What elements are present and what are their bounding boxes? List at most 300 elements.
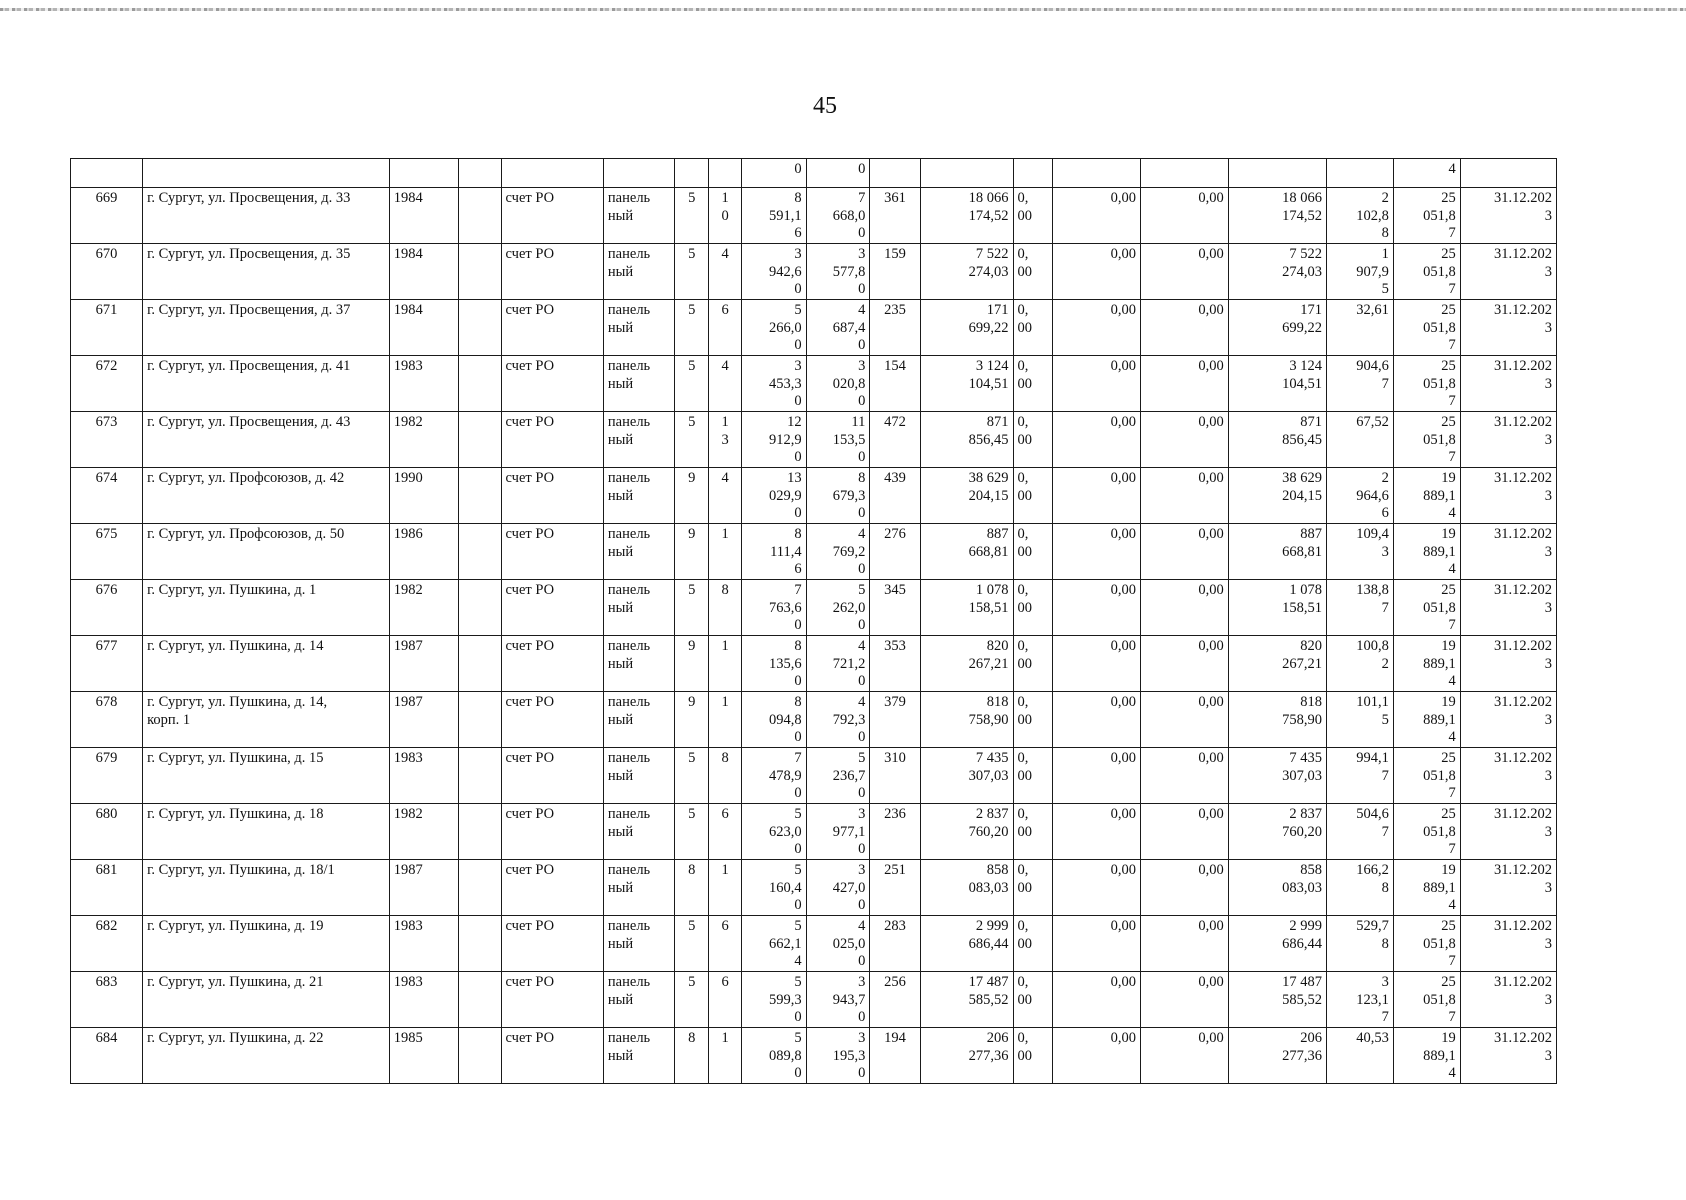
area-living: 4 792,3 0 xyxy=(806,692,870,748)
resident-count: 251 xyxy=(870,860,920,916)
cost-col-4: 871 856,45 xyxy=(1228,412,1326,468)
cost-total: 18 066 174,52 xyxy=(920,188,1013,244)
resident-count: 310 xyxy=(870,748,920,804)
cost-per-m2: 109,4 3 xyxy=(1326,524,1393,580)
address: г. Сургут, ул. Пушкина, д. 15 xyxy=(143,748,390,804)
table-row xyxy=(71,860,1557,916)
cost-total: 858 083,03 xyxy=(920,860,1013,916)
fund-type: счет РО xyxy=(501,636,603,692)
area-total: 3 942,6 0 xyxy=(741,244,806,300)
year-built: 1985 xyxy=(389,1028,458,1084)
address: г. Сургут, ул. Профсоюзов, д. 42 xyxy=(143,468,390,524)
resident-count: 472 xyxy=(870,412,920,468)
cost-col-2: 0,00 xyxy=(1053,356,1141,412)
cost-limit: 25 051,8 7 xyxy=(1393,580,1460,636)
registry-body xyxy=(71,159,1557,1084)
continuation-cost-col-3 xyxy=(1140,159,1228,188)
area-living: 3 943,7 0 xyxy=(806,972,870,1028)
deadline: 31.12.202 3 xyxy=(1460,692,1556,748)
cost-col-1: 0, 00 xyxy=(1013,972,1053,1028)
year-built: 1987 xyxy=(389,692,458,748)
row-number: 669 xyxy=(71,188,143,244)
wall-material: панель ный xyxy=(603,972,674,1028)
address: г. Сургут, ул. Пушкина, д. 1 xyxy=(143,580,390,636)
blank-cell xyxy=(458,748,501,804)
blank-cell xyxy=(458,1028,501,1084)
floor-count: 5 xyxy=(674,748,708,804)
row-number: 674 xyxy=(71,468,143,524)
year-built: 1987 xyxy=(389,860,458,916)
fund-type: счет РО xyxy=(501,692,603,748)
entrance-count: 4 xyxy=(709,244,741,300)
blank-cell xyxy=(458,412,501,468)
blank-cell xyxy=(458,580,501,636)
resident-count: 194 xyxy=(870,1028,920,1084)
cost-col-3: 0,00 xyxy=(1140,580,1228,636)
cost-col-4: 858 083,03 xyxy=(1228,860,1326,916)
floor-count: 9 xyxy=(674,524,708,580)
floor-count: 5 xyxy=(674,580,708,636)
continuation-area-total: 0 xyxy=(741,159,806,188)
cost-per-m2: 529,7 8 xyxy=(1326,916,1393,972)
cost-limit: 25 051,8 7 xyxy=(1393,356,1460,412)
table-row xyxy=(71,748,1557,804)
resident-count: 361 xyxy=(870,188,920,244)
deadline: 31.12.202 3 xyxy=(1460,860,1556,916)
cost-col-3: 0,00 xyxy=(1140,356,1228,412)
entrance-count: 4 xyxy=(709,468,741,524)
cost-per-m2: 994,1 7 xyxy=(1326,748,1393,804)
cost-total: 206 277,36 xyxy=(920,1028,1013,1084)
cost-total: 7 522 274,03 xyxy=(920,244,1013,300)
entrance-count: 6 xyxy=(709,804,741,860)
deadline: 31.12.202 3 xyxy=(1460,916,1556,972)
year-built: 1983 xyxy=(389,916,458,972)
table-row xyxy=(71,804,1557,860)
entrance-count: 1 xyxy=(709,1028,741,1084)
resident-count: 154 xyxy=(870,356,920,412)
cost-total: 818 758,90 xyxy=(920,692,1013,748)
row-number: 670 xyxy=(71,244,143,300)
cost-total: 17 487 585,52 xyxy=(920,972,1013,1028)
deadline: 31.12.202 3 xyxy=(1460,580,1556,636)
entrance-count: 1 3 xyxy=(709,412,741,468)
floor-count: 5 xyxy=(674,916,708,972)
cost-col-1: 0, 00 xyxy=(1013,524,1053,580)
floor-count: 5 xyxy=(674,412,708,468)
deadline: 31.12.202 3 xyxy=(1460,748,1556,804)
deadline: 31.12.202 3 xyxy=(1460,356,1556,412)
resident-count: 379 xyxy=(870,692,920,748)
cost-limit: 25 051,8 7 xyxy=(1393,916,1460,972)
wall-material: панель ный xyxy=(603,468,674,524)
cost-per-m2: 2 964,6 6 xyxy=(1326,468,1393,524)
continuation-resident-count xyxy=(870,159,920,188)
deadline: 31.12.202 3 xyxy=(1460,244,1556,300)
fund-type: счет РО xyxy=(501,412,603,468)
cost-col-1: 0, 00 xyxy=(1013,412,1053,468)
resident-count: 283 xyxy=(870,916,920,972)
cost-per-m2: 100,8 2 xyxy=(1326,636,1393,692)
scan-edge-noise xyxy=(0,8,1686,11)
cost-limit: 19 889,1 4 xyxy=(1393,468,1460,524)
cost-col-3: 0,00 xyxy=(1140,692,1228,748)
cost-total: 1 078 158,51 xyxy=(920,580,1013,636)
table-row xyxy=(71,524,1557,580)
area-total: 8 591,1 6 xyxy=(741,188,806,244)
deadline: 31.12.202 3 xyxy=(1460,468,1556,524)
continuation-row-number xyxy=(71,159,143,188)
floor-count: 5 xyxy=(674,244,708,300)
blank-cell xyxy=(458,916,501,972)
cost-per-m2: 2 102,8 8 xyxy=(1326,188,1393,244)
cost-col-4: 17 487 585,52 xyxy=(1228,972,1326,1028)
entrance-count: 8 xyxy=(709,748,741,804)
row-number: 677 xyxy=(71,636,143,692)
area-living: 3 195,3 0 xyxy=(806,1028,870,1084)
floor-count: 9 xyxy=(674,636,708,692)
entrance-count: 1 xyxy=(709,524,741,580)
wall-material: панель ный xyxy=(603,188,674,244)
wall-material: панель ный xyxy=(603,300,674,356)
cost-col-2: 0,00 xyxy=(1053,860,1141,916)
cost-col-1: 0, 00 xyxy=(1013,804,1053,860)
deadline: 31.12.202 3 xyxy=(1460,188,1556,244)
cost-per-m2: 101,1 5 xyxy=(1326,692,1393,748)
cost-col-4: 171 699,22 xyxy=(1228,300,1326,356)
fund-type: счет РО xyxy=(501,468,603,524)
cost-col-1: 0, 00 xyxy=(1013,356,1053,412)
page-number: 45 xyxy=(813,93,837,119)
cost-col-1: 0, 00 xyxy=(1013,468,1053,524)
resident-count: 159 xyxy=(870,244,920,300)
table-row xyxy=(71,188,1557,244)
area-living: 3 977,1 0 xyxy=(806,804,870,860)
cost-col-4: 887 668,81 xyxy=(1228,524,1326,580)
deadline: 31.12.202 3 xyxy=(1460,412,1556,468)
cost-per-m2: 1 907,9 5 xyxy=(1326,244,1393,300)
wall-material: панель ный xyxy=(603,804,674,860)
deadline: 31.12.202 3 xyxy=(1460,804,1556,860)
area-total: 5 160,4 0 xyxy=(741,860,806,916)
table-row xyxy=(71,244,1557,300)
fund-type: счет РО xyxy=(501,916,603,972)
row-number: 679 xyxy=(71,748,143,804)
cost-per-m2: 40,53 xyxy=(1326,1028,1393,1084)
address: г. Сургут, ул. Просвещения, д. 35 xyxy=(143,244,390,300)
blank-cell xyxy=(458,692,501,748)
cost-col-1: 0, 00 xyxy=(1013,860,1053,916)
table-row xyxy=(71,300,1557,356)
fund-type: счет РО xyxy=(501,972,603,1028)
year-built: 1982 xyxy=(389,412,458,468)
cost-total: 2 999 686,44 xyxy=(920,916,1013,972)
area-living: 8 679,3 0 xyxy=(806,468,870,524)
fund-type: счет РО xyxy=(501,1028,603,1084)
year-built: 1990 xyxy=(389,468,458,524)
floor-count: 9 xyxy=(674,468,708,524)
cost-total: 38 629 204,15 xyxy=(920,468,1013,524)
fund-type: счет РО xyxy=(501,860,603,916)
entrance-count: 6 xyxy=(709,972,741,1028)
wall-material: панель ный xyxy=(603,412,674,468)
area-total: 8 111,4 6 xyxy=(741,524,806,580)
floor-count: 5 xyxy=(674,804,708,860)
cost-col-4: 2 999 686,44 xyxy=(1228,916,1326,972)
area-living: 4 769,2 0 xyxy=(806,524,870,580)
year-built: 1983 xyxy=(389,972,458,1028)
cost-limit: 19 889,1 4 xyxy=(1393,636,1460,692)
fund-type: счет РО xyxy=(501,580,603,636)
continuation-address xyxy=(143,159,390,188)
cost-col-1: 0, 00 xyxy=(1013,1028,1053,1084)
cost-col-4: 7 522 274,03 xyxy=(1228,244,1326,300)
cost-col-2: 0,00 xyxy=(1053,188,1141,244)
wall-material: панель ный xyxy=(603,1028,674,1084)
row-number: 681 xyxy=(71,860,143,916)
area-total: 8 094,8 0 xyxy=(741,692,806,748)
cost-limit: 25 051,8 7 xyxy=(1393,188,1460,244)
cost-col-2: 0,00 xyxy=(1053,300,1141,356)
cost-col-3: 0,00 xyxy=(1140,972,1228,1028)
cost-col-1: 0, 00 xyxy=(1013,636,1053,692)
entrance-count: 1 0 xyxy=(709,188,741,244)
cost-col-3: 0,00 xyxy=(1140,636,1228,692)
row-number: 682 xyxy=(71,916,143,972)
floor-count: 5 xyxy=(674,300,708,356)
address: г. Сургут, ул. Профсоюзов, д. 50 xyxy=(143,524,390,580)
table-row xyxy=(71,412,1557,468)
table-row xyxy=(71,580,1557,636)
area-total: 12 912,9 0 xyxy=(741,412,806,468)
area-total: 3 453,3 0 xyxy=(741,356,806,412)
resident-count: 276 xyxy=(870,524,920,580)
address: г. Сургут, ул. Пушкина, д. 14, корп. 1 xyxy=(143,692,390,748)
cost-col-3: 0,00 xyxy=(1140,468,1228,524)
fund-type: счет РО xyxy=(501,804,603,860)
row-number: 672 xyxy=(71,356,143,412)
area-living: 5 236,7 0 xyxy=(806,748,870,804)
cost-total: 887 668,81 xyxy=(920,524,1013,580)
cost-col-4: 38 629 204,15 xyxy=(1228,468,1326,524)
address: г. Сургут, ул. Просвещения, д. 41 xyxy=(143,356,390,412)
area-living: 3 020,8 0 xyxy=(806,356,870,412)
cost-per-m2: 67,52 xyxy=(1326,412,1393,468)
cost-limit: 25 051,8 7 xyxy=(1393,804,1460,860)
cost-col-1: 0, 00 xyxy=(1013,300,1053,356)
continuation-wall-material xyxy=(603,159,674,188)
cost-col-3: 0,00 xyxy=(1140,188,1228,244)
table-row xyxy=(71,468,1557,524)
cost-col-3: 0,00 xyxy=(1140,524,1228,580)
cost-total: 3 124 104,51 xyxy=(920,356,1013,412)
cost-col-4: 2 837 760,20 xyxy=(1228,804,1326,860)
cost-col-3: 0,00 xyxy=(1140,244,1228,300)
cost-total: 820 267,21 xyxy=(920,636,1013,692)
deadline: 31.12.202 3 xyxy=(1460,1028,1556,1084)
area-total: 5 662,1 4 xyxy=(741,916,806,972)
cost-col-4: 206 277,36 xyxy=(1228,1028,1326,1084)
cost-col-2: 0,00 xyxy=(1053,748,1141,804)
area-total: 13 029,9 0 xyxy=(741,468,806,524)
blank-cell xyxy=(458,468,501,524)
wall-material: панель ный xyxy=(603,748,674,804)
blank-cell xyxy=(458,188,501,244)
blank-cell xyxy=(458,524,501,580)
table-row xyxy=(71,916,1557,972)
cost-col-2: 0,00 xyxy=(1053,244,1141,300)
fund-type: счет РО xyxy=(501,188,603,244)
area-total: 5 266,0 0 xyxy=(741,300,806,356)
cost-col-1: 0, 00 xyxy=(1013,692,1053,748)
cost-col-3: 0,00 xyxy=(1140,1028,1228,1084)
blank-cell xyxy=(458,636,501,692)
wall-material: панель ный xyxy=(603,524,674,580)
cost-col-1: 0, 00 xyxy=(1013,916,1053,972)
cost-total: 871 856,45 xyxy=(920,412,1013,468)
row-number: 683 xyxy=(71,972,143,1028)
floor-count: 5 xyxy=(674,188,708,244)
entrance-count: 1 xyxy=(709,692,741,748)
entrance-count: 1 xyxy=(709,636,741,692)
cost-per-m2: 166,2 8 xyxy=(1326,860,1393,916)
address: г. Сургут, ул. Пушкина, д. 21 xyxy=(143,972,390,1028)
address: г. Сургут, ул. Пушкина, д. 22 xyxy=(143,1028,390,1084)
entrance-count: 4 xyxy=(709,356,741,412)
resident-count: 256 xyxy=(870,972,920,1028)
cost-per-m2: 138,8 7 xyxy=(1326,580,1393,636)
cost-col-2: 0,00 xyxy=(1053,412,1141,468)
wall-material: панель ный xyxy=(603,860,674,916)
cost-col-4: 18 066 174,52 xyxy=(1228,188,1326,244)
cost-limit: 19 889,1 4 xyxy=(1393,524,1460,580)
floor-count: 8 xyxy=(674,860,708,916)
deadline: 31.12.202 3 xyxy=(1460,300,1556,356)
area-total: 5 089,8 0 xyxy=(741,1028,806,1084)
area-living: 5 262,0 0 xyxy=(806,580,870,636)
continuation-cost-per-m2 xyxy=(1326,159,1393,188)
year-built: 1987 xyxy=(389,636,458,692)
cost-col-2: 0,00 xyxy=(1053,468,1141,524)
row-number: 671 xyxy=(71,300,143,356)
wall-material: панель ный xyxy=(603,356,674,412)
cost-total: 7 435 307,03 xyxy=(920,748,1013,804)
cost-col-1: 0, 00 xyxy=(1013,244,1053,300)
housing-registry-table xyxy=(70,158,1557,1084)
resident-count: 439 xyxy=(870,468,920,524)
cost-limit: 25 051,8 7 xyxy=(1393,412,1460,468)
area-living: 7 668,0 0 xyxy=(806,188,870,244)
continuation-year-built xyxy=(389,159,458,188)
resident-count: 345 xyxy=(870,580,920,636)
cost-col-2: 0,00 xyxy=(1053,524,1141,580)
deadline: 31.12.202 3 xyxy=(1460,636,1556,692)
area-total: 5 599,3 0 xyxy=(741,972,806,1028)
cost-col-4: 1 078 158,51 xyxy=(1228,580,1326,636)
cost-per-m2: 504,6 7 xyxy=(1326,804,1393,860)
area-total: 7 763,6 0 xyxy=(741,580,806,636)
continuation-row xyxy=(71,159,1557,188)
cost-col-4: 818 758,90 xyxy=(1228,692,1326,748)
address: г. Сургут, ул. Просвещения, д. 33 xyxy=(143,188,390,244)
fund-type: счет РО xyxy=(501,748,603,804)
table-row xyxy=(71,356,1557,412)
cost-col-3: 0,00 xyxy=(1140,860,1228,916)
table-row xyxy=(71,1028,1557,1084)
area-total: 8 135,6 0 xyxy=(741,636,806,692)
cost-limit: 25 051,8 7 xyxy=(1393,300,1460,356)
cost-limit: 19 889,1 4 xyxy=(1393,860,1460,916)
fund-type: счет РО xyxy=(501,244,603,300)
continuation-blank-cell xyxy=(458,159,501,188)
row-number: 678 xyxy=(71,692,143,748)
address: г. Сургут, ул. Пушкина, д. 19 xyxy=(143,916,390,972)
wall-material: панель ный xyxy=(603,580,674,636)
cost-col-3: 0,00 xyxy=(1140,300,1228,356)
blank-cell xyxy=(458,244,501,300)
address: г. Сургут, ул. Просвещения, д. 43 xyxy=(143,412,390,468)
cost-col-2: 0,00 xyxy=(1053,1028,1141,1084)
address: г. Сургут, ул. Пушкина, д. 14 xyxy=(143,636,390,692)
entrance-count: 6 xyxy=(709,300,741,356)
cost-per-m2: 904,6 7 xyxy=(1326,356,1393,412)
continuation-floor-count xyxy=(674,159,708,188)
deadline: 31.12.202 3 xyxy=(1460,524,1556,580)
entrance-count: 8 xyxy=(709,580,741,636)
continuation-cost-col-4 xyxy=(1228,159,1326,188)
blank-cell xyxy=(458,860,501,916)
wall-material: панель ный xyxy=(603,916,674,972)
row-number: 675 xyxy=(71,524,143,580)
area-living: 4 721,2 0 xyxy=(806,636,870,692)
row-number: 673 xyxy=(71,412,143,468)
blank-cell xyxy=(458,804,501,860)
cost-col-2: 0,00 xyxy=(1053,636,1141,692)
continuation-fund-type xyxy=(501,159,603,188)
address: г. Сургут, ул. Пушкина, д. 18/1 xyxy=(143,860,390,916)
wall-material: панель ный xyxy=(603,692,674,748)
cost-limit: 25 051,8 7 xyxy=(1393,748,1460,804)
cost-col-4: 7 435 307,03 xyxy=(1228,748,1326,804)
area-total: 5 623,0 0 xyxy=(741,804,806,860)
resident-count: 235 xyxy=(870,300,920,356)
continuation-area-living: 0 xyxy=(806,159,870,188)
year-built: 1986 xyxy=(389,524,458,580)
year-built: 1983 xyxy=(389,748,458,804)
row-number: 676 xyxy=(71,580,143,636)
continuation-cost-col-2 xyxy=(1053,159,1141,188)
cost-col-3: 0,00 xyxy=(1140,748,1228,804)
cost-col-3: 0,00 xyxy=(1140,412,1228,468)
cost-col-2: 0,00 xyxy=(1053,804,1141,860)
floor-count: 8 xyxy=(674,1028,708,1084)
cost-total: 2 837 760,20 xyxy=(920,804,1013,860)
address: г. Сургут, ул. Пушкина, д. 18 xyxy=(143,804,390,860)
cost-col-2: 0,00 xyxy=(1053,972,1141,1028)
year-built: 1984 xyxy=(389,244,458,300)
area-living: 4 687,4 0 xyxy=(806,300,870,356)
area-living: 11 153,5 0 xyxy=(806,412,870,468)
continuation-cost-limit: 4 xyxy=(1393,159,1460,188)
cost-limit: 19 889,1 4 xyxy=(1393,1028,1460,1084)
blank-cell xyxy=(458,300,501,356)
resident-count: 353 xyxy=(870,636,920,692)
cost-limit: 25 051,8 7 xyxy=(1393,244,1460,300)
row-number: 680 xyxy=(71,804,143,860)
entrance-count: 1 xyxy=(709,860,741,916)
floor-count: 5 xyxy=(674,356,708,412)
table-row xyxy=(71,692,1557,748)
